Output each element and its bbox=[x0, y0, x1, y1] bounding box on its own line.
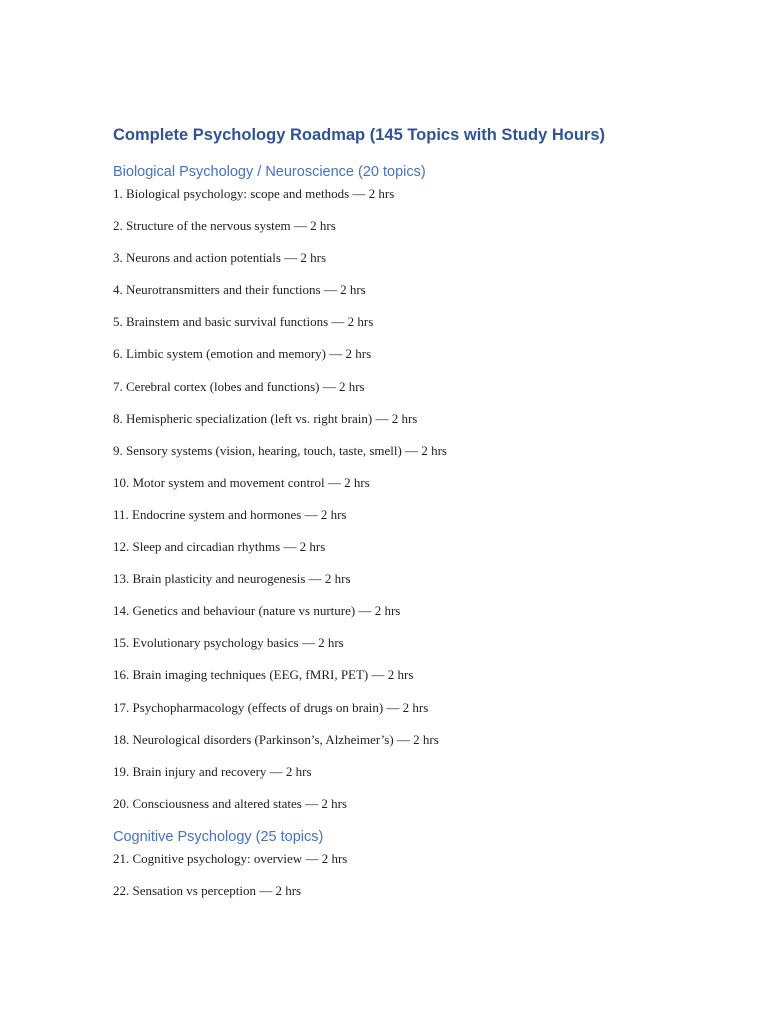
topic-item: 18. Neurological disorders (Parkinson’s, Alzheimer’s) — 2 hrs bbox=[113, 731, 439, 747]
topic-item: 21. Cognitive psychology: overview — 2 hrs bbox=[113, 851, 348, 866]
topic-item: 22. Sensation vs perception — 2 hrs bbox=[113, 883, 302, 899]
topic-list-biological-psychology bbox=[113, 184, 447, 826]
section-heading-cognitive-psychology: Cognitive Psychology (25 topics) bbox=[113, 829, 324, 845]
topic-item: 4. Neurotransmitters and their functions — 2 hrs bbox=[113, 282, 366, 298]
topic-item: 20. Consciousness and altered states — 2 hrs bbox=[113, 795, 347, 811]
topic-item: 17. Psychopharmacology (effects of drugs on brain) — 2 hrs bbox=[113, 699, 429, 715]
topic-list-cognitive-psychology bbox=[113, 849, 347, 913]
topic-item: 12. Sleep and circadian rhythms — 2 hrs bbox=[113, 539, 326, 555]
topic-item: 9. Sensory systems (vision, hearing, touch, taste, smell) — 2 hrs bbox=[113, 442, 447, 458]
section-heading-biological-psychology: Biological Psychology / Neuroscience (20 topics) bbox=[113, 164, 426, 180]
topic-item: 7. Cerebral cortex (lobes and functions) — 2 hrs bbox=[113, 378, 365, 394]
topic-item: 5. Brainstem and basic survival functions — 2 hrs bbox=[113, 314, 374, 330]
topic-item: 16. Brain imaging techniques (EEG, fMRI, PET) — 2 hrs bbox=[113, 667, 414, 683]
topic-item: 19. Brain injury and recovery — 2 hrs bbox=[113, 763, 312, 779]
document-title: Complete Psychology Roadmap (145 Topics with Study Hours) bbox=[113, 126, 606, 144]
topic-item: 3. Neurons and action potentials — 2 hrs bbox=[113, 250, 327, 266]
topic-item: 6. Limbic system (emotion and memory) — 2 hrs bbox=[113, 346, 372, 362]
topic-item: 8. Hemispheric specialization (left vs. right brain) — 2 hrs bbox=[113, 410, 418, 426]
topic-item: 1. Biological psychology: scope and methods — 2 hrs bbox=[113, 186, 395, 201]
topic-item: 14. Genetics and behaviour (nature vs nurture) — 2 hrs bbox=[113, 603, 401, 619]
topic-item: 13. Brain plasticity and neurogenesis — 2 hrs bbox=[113, 571, 351, 587]
topic-item: 11. Endocrine system and hormones — 2 hrs bbox=[113, 506, 347, 522]
topic-item: 15. Evolutionary psychology basics — 2 hrs bbox=[113, 635, 344, 651]
topic-item: 2. Structure of the nervous system — 2 hrs bbox=[113, 218, 336, 234]
topic-item: 10. Motor system and movement control — 2 hrs bbox=[113, 474, 370, 490]
